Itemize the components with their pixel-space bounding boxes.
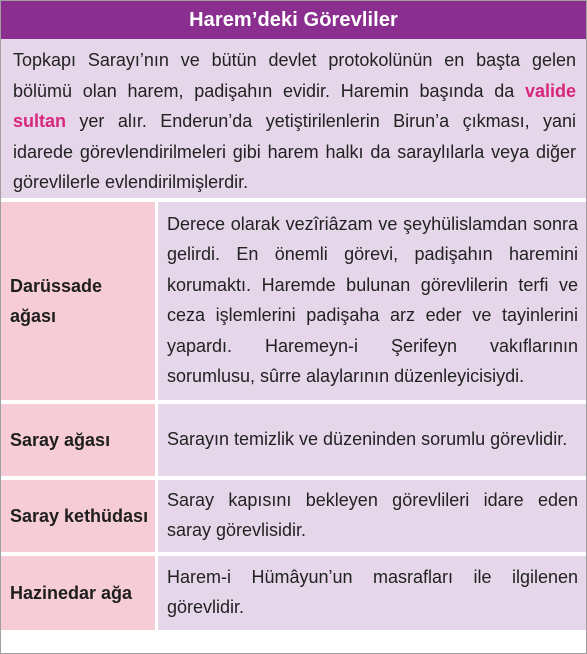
row-term: Hazinedar ağa	[1, 556, 158, 630]
duties-table	[1, 198, 586, 634]
row-term: Saray kethüdası	[1, 480, 158, 552]
table-row	[1, 404, 586, 476]
table-row	[1, 480, 586, 552]
intro-text-before: Topkapı Sarayı’nın ve bütün devlet protokolünün en başta gelen bölümü olan harem, padişahın evidir. Haremin başında da	[13, 50, 576, 101]
intro-text-after: yer alır. Enderun’da yetiştirilenlerin Birun’a çıkması, yani idarede görevlendirilmeleri gibi harem halkı da saraylılarla veya diğer görevlilerle evlendirilmişlerdir.	[13, 111, 576, 192]
row-description: Derece olarak vezîriâzam ve şeyhülislamdan sonra gelirdi. En önemli görevi, padişahın haremini korumaktı. Haremde bulunan görevlilerin terfi ve ceza işlemlerini padişaha arz eder ve tayinlerini yapardı. Haremeyn-i Şerifeyn vakıflarının sorumlusu, sûrre alaylarının düzenleyicisiydi.	[158, 202, 586, 400]
row-description: Saray kapısını bekleyen görevlileri idare eden saray görevlisidir.	[158, 480, 586, 552]
intro-highlight: valide sultan	[13, 80, 576, 131]
table-row	[1, 202, 586, 400]
row-description: Harem-i Hümâyun’un masrafları ile ilgilenen görevlidir.	[158, 556, 586, 630]
card-title: Harem’deki Görevliler	[1, 1, 586, 39]
row-description: Sarayın temizlik ve düzeninden sorumlu görevlidir.	[158, 404, 586, 476]
intro-paragraph	[1, 39, 586, 202]
table-row	[1, 556, 586, 630]
row-term: Darüssade ağası	[1, 202, 158, 400]
row-term: Saray ağası	[1, 404, 158, 476]
